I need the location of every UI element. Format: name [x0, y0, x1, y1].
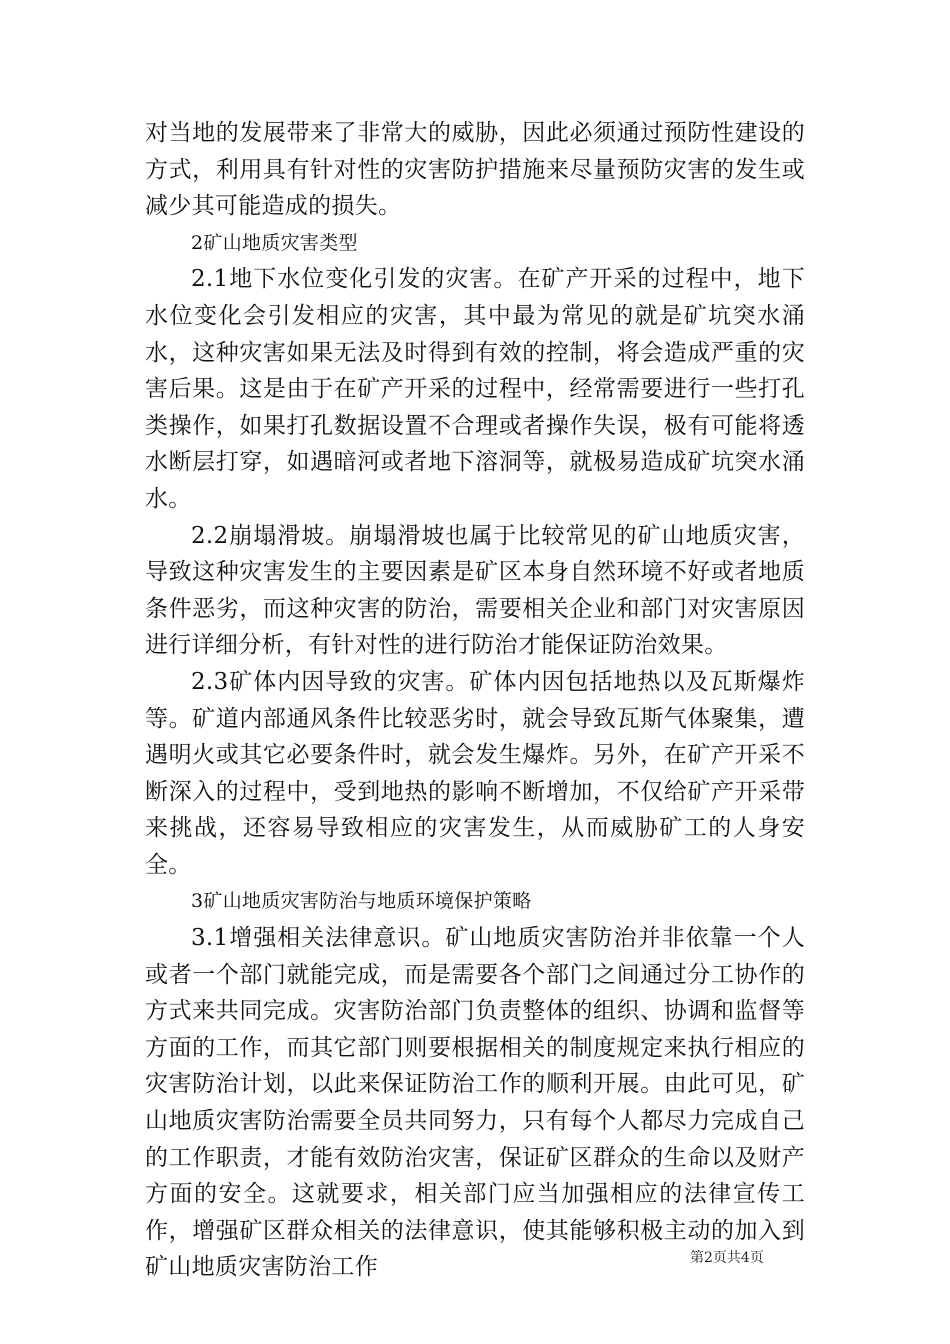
section-heading-2: 2矿山地质灾害类型	[191, 231, 358, 254]
paragraph-2-1: 2.1地下水位变化引发的灾害。在矿产开采的过程中，地下水位变化会引发相应的灾害，其中最为常见的就是矿坑突水涌水，这种灾害如果无法及时得到有效的控制，将会造成严重的灾害后果。这是由于在矿产开采的过程中，经常需要进行一些打孔类操作，如果打孔数据设置不合理或者操作失误，极有可能将透水断层打穿，如遇暗河或者地下溶洞等，就极易造成矿坑突水涌水。	[145, 266, 805, 512]
paragraph-2-2: 2.2崩塌滑坡。崩塌滑坡也属于比较常见的矿山地质灾害，导致这种灾害发生的主要因素是矿区本身自然环境不好或者地质条件恶劣，而这种灾害的防治，需要相关企业和部门对灾害原因进行详细分析，有针对性的进行防治才能保证防治效果。	[145, 522, 805, 659]
paragraph-intro-continuation: 对当地的发展带来了非常大的威胁，因此必须通过预防性建设的方式，利用具有针对性的灾害防护措施来尽量预防灾害的发生或减少其可能造成的损失。	[145, 120, 805, 220]
section-heading-3: 3矿山地质灾害防治与地质环境保护策略	[191, 890, 532, 913]
paragraph-2-3: 2.3矿体内因导致的灾害。矿体内因包括地热以及瓦斯爆炸等。矿道内部通风条件比较恶劣时，就会导致瓦斯气体聚集，遭遇明火或其它必要条件时，就会发生爆炸。另外，在矿产开采不断深入的过程中，受到地热的影响不断增加，不仅给矿产开采带来挑战，还容易导致相应的灾害发生，从而威胁矿工的人身安全。	[145, 668, 805, 878]
document-body	[145, 115, 805, 1286]
page-number-footer: 第2页共4页	[690, 1250, 764, 1266]
paragraph-3-1: 3.1增强相关法律意识。矿山地质灾害防治并非依靠一个人或者一个部门就能完成，而是需要各个部门之间通过分工协作的方式来共同完成。灾害防治部门负责整体的组织、协调和监督等方面的工作，而其它部门则要根据相关的制度规定来执行相应的灾害防治计划，以此来保证防治工作的顺利开展。由此可见，矿山地质灾害防治需要全员共同努力，只有每个人都尽力完成自己的工作职责，才能有效防治灾害，保证矿区群众的生命以及财产方面的安全。这就要求，相关部门应当加强相应的法律宣传工作，增强矿区群众相关的法律意识，使其能够积极主动的加入到矿山地质灾害防治工作	[145, 925, 805, 1281]
